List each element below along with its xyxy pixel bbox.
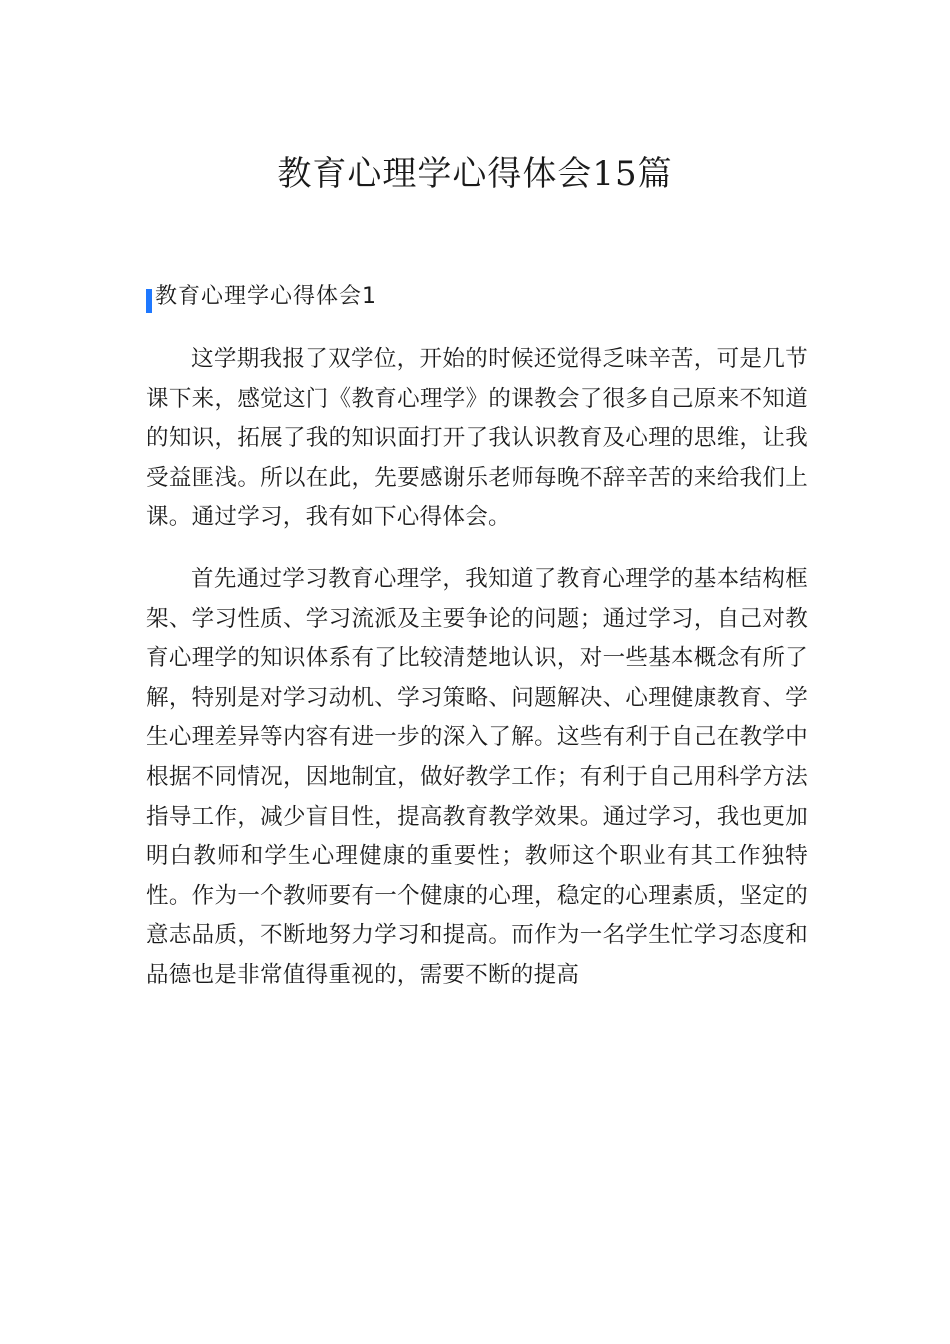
- document-body: [146, 340, 808, 1018]
- section-heading-text: 教育心理学心得体会1: [155, 284, 377, 309]
- paragraph-1: 这学期我报了双学位，开始的时候还觉得乏味辛苦，可是几节课下来，感觉这门《教育心理学》的课教会了很多自己原来不知道的知识，拓展了我的知识面打开了我认识教育及心理的思维，让我受益匪浅。所以在此，先要感谢乐老师每晚不辞辛苦的来给我们上课。通过学习，我有如下心得体会。: [146, 346, 808, 531]
- section-heading: [146, 280, 377, 310]
- document-title: 教育心理学心得体会15篇: [277, 154, 673, 194]
- paragraph-2: 首先通过学习教育心理学，我知道了教育心理学的基本结构框架、学习性质、学习流派及主要争论的问题；通过学习，自己对教育心理学的知识体系有了比较清楚地认识，对一些基本概念有所了解，特别是对学习动机、学习策略、问题解决、心理健康教育、学生心理差异等内容有进一步的深入了解。这些有利于自己在教学中根据不同情况，因地制宜，做好教学工作；有利于自己用科学方法指导工作，减少盲目性，提高教育教学效果。通过学习，我也更加明白教师和学生心理健康的重要性；教师这个职业有其工作独特性。作为一个教师要有一个健康的心理，稳定的心理素质，坚定的意志品质，不断地努力学习和提高。而作为一名学生忙学习态度和品德也是非常值得重视的，需要不断的提高: [146, 565, 808, 988]
- heading-accent-bar: [146, 289, 152, 313]
